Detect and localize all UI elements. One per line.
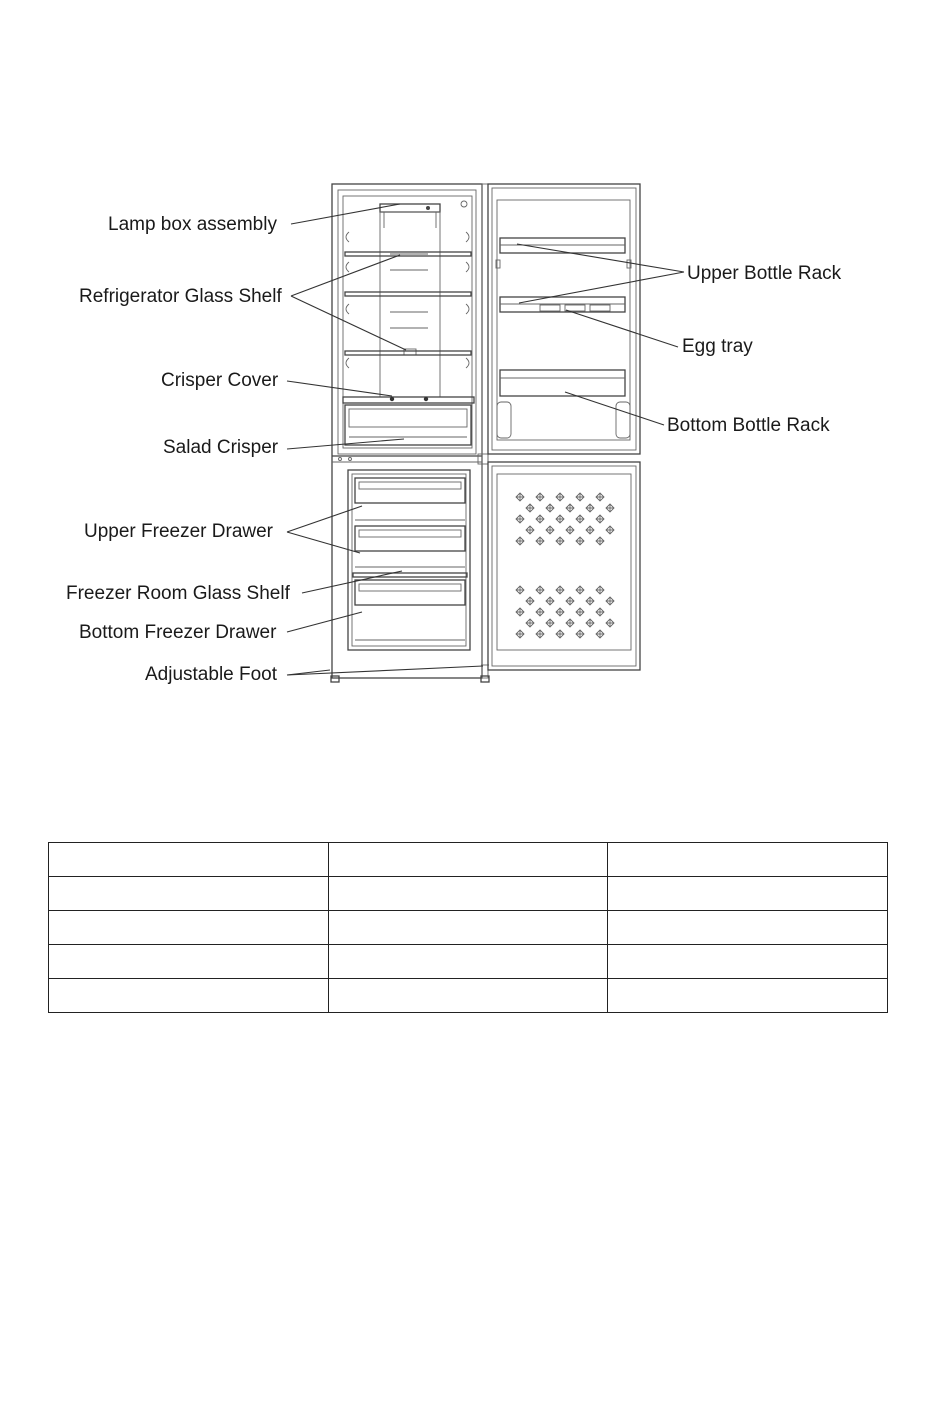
table-cell [608,843,888,877]
pattern-diamond [586,619,594,627]
table-row [49,979,888,1013]
pattern-diamond [516,537,524,545]
pattern-diamond [606,504,614,512]
pattern-diamond [536,630,544,638]
table-row [49,945,888,979]
table-cell [328,945,608,979]
pattern-diamond [566,619,574,627]
pattern-diamond [596,608,604,616]
spec-table [48,842,888,1013]
table-row [49,843,888,877]
pattern-diamond [546,597,554,605]
pattern-diamond [596,586,604,594]
pattern-diamond [576,586,584,594]
fridge-door [488,184,640,454]
pattern-diamond [526,597,534,605]
table-cell [49,911,329,945]
freezer-door [488,462,640,670]
pattern-diamond [576,537,584,545]
pattern-diamond [586,526,594,534]
pattern-diamond [526,619,534,627]
pattern-diamond [516,586,524,594]
pattern-diamond [606,526,614,534]
pattern-diamond [596,515,604,523]
label-crisper-cover: Crisper Cover [161,370,279,391]
pattern-diamond [566,504,574,512]
pattern-diamond [536,608,544,616]
pattern-diamond [546,619,554,627]
freezer-compartment [348,470,470,650]
pattern-diamond [606,597,614,605]
pattern-diamond [576,515,584,523]
pattern-diamond [556,608,564,616]
table-cell [49,877,329,911]
pattern-diamond [576,493,584,501]
pattern-diamond [536,493,544,501]
label-adjustable-foot: Adjustable Foot [145,664,278,685]
label-salad-crisper: Salad Crisper [163,437,279,458]
pattern-diamond [606,619,614,627]
table-cell [608,911,888,945]
label-freezer-room-glass-shelf: Freezer Room Glass Shelf [66,583,290,604]
spec-table-body [49,843,888,1013]
pattern-diamond [526,526,534,534]
table-cell [608,877,888,911]
pattern-diamond [526,504,534,512]
table-cell [49,945,329,979]
pattern-diamond [516,608,524,616]
pattern-diamond [536,586,544,594]
pattern-diamond [556,537,564,545]
pattern-diamond [556,515,564,523]
label-bottom-bottle-rack: Bottom Bottle Rack [667,415,830,436]
pattern-diamond [596,630,604,638]
pattern-diamond [596,493,604,501]
pattern-diamond [596,537,604,545]
pattern-diamond [516,630,524,638]
label-upper-bottle-rack: Upper Bottle Rack [687,263,842,284]
feet [331,665,489,682]
table-cell [328,877,608,911]
label-bottom-freezer-drawer: Bottom Freezer Drawer [79,622,277,643]
pattern-diamond [546,526,554,534]
pattern-diamond [556,586,564,594]
table-cell [49,843,329,877]
pattern-diamond [556,493,564,501]
pattern-diamond [516,515,524,523]
label-lamp-box-assembly: Lamp box assembly [108,214,277,235]
pattern-diamond [516,493,524,501]
pattern-diamond [576,608,584,616]
pattern-diamond [536,537,544,545]
side-ribs [346,201,469,368]
table-cell [328,979,608,1013]
table-cell [608,945,888,979]
pattern-diamond [566,526,574,534]
pattern-diamond [586,504,594,512]
pattern-diamond [586,597,594,605]
crisper-assembly [343,397,474,445]
label-upper-freezer-drawer: Upper Freezer Drawer [84,521,273,542]
label-egg-tray: Egg tray [682,336,753,357]
table-row [49,911,888,945]
table-row [49,877,888,911]
table-cell [328,843,608,877]
table-cell [328,911,608,945]
freezer-door-pattern [516,493,614,638]
leader-lines [287,204,684,675]
pattern-diamond [546,504,554,512]
lamp-box [380,204,440,228]
glass-shelves [345,252,471,355]
pattern-diamond [566,597,574,605]
label-refrigerator-glass-shelf: Refrigerator Glass Shelf [79,286,282,307]
pattern-diamond [556,630,564,638]
back-channel [380,212,440,397]
pattern-diamond [536,515,544,523]
table-cell [608,979,888,1013]
table-cell [49,979,329,1013]
pattern-diamond [576,630,584,638]
